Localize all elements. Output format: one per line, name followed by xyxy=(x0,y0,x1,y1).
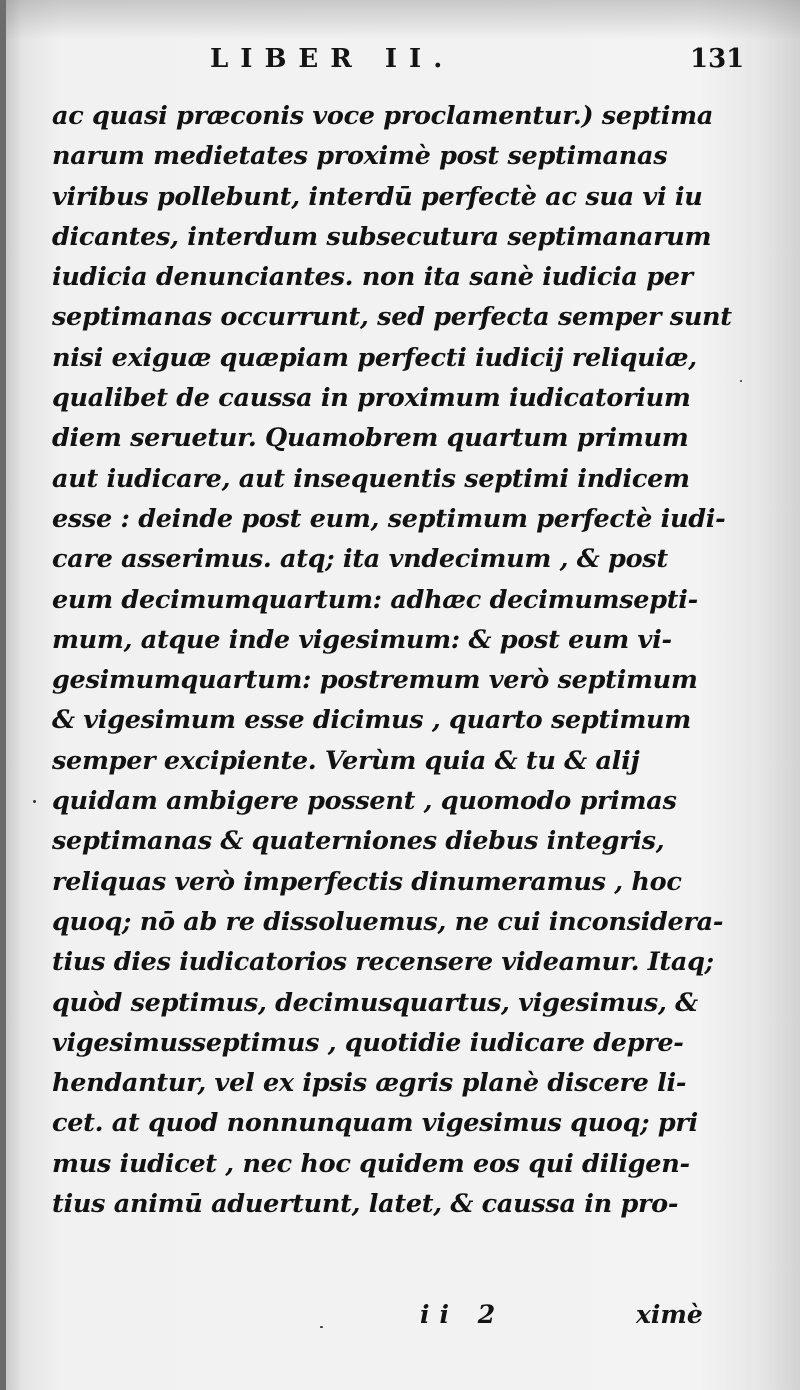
ink-speck xyxy=(320,1326,323,1328)
text-line: qualibet de caussa in proximum iudicatorium xyxy=(52,383,691,414)
text-line: mus iudicet , nec hoc quidem eos qui diligen- xyxy=(52,1148,690,1179)
text-line: septimanas & quaterniones diebus integris, xyxy=(52,826,665,857)
text-line: tius animū aduertunt, latet, & caussa in pro- xyxy=(52,1189,679,1220)
text-line: quoq; nō ab re dissoluemus, ne cui inconsidera- xyxy=(52,906,724,937)
catchword: ximè xyxy=(636,1300,703,1329)
text-line: quidam ambigere possent , quomodo primas xyxy=(52,786,677,817)
text-line: quòd septimus, decimusquartus, vigesimus, & xyxy=(52,987,698,1018)
text-line: narum medietates proximè post septimanas xyxy=(52,141,668,172)
text-line: viribus pollebunt, interdū perfectè ac sua vi iu xyxy=(52,181,703,212)
text-line: reliquas verò imperfectis dinumeramus , hoc xyxy=(52,866,682,897)
text-line: nisi exiguæ quæpiam perfecti iudicij reliquiæ, xyxy=(52,342,697,373)
text-line: eum decimumquartum: adhæc decimumsepti- xyxy=(52,584,698,615)
ink-speck xyxy=(740,380,742,382)
ink-speck xyxy=(33,800,36,803)
text-line: cet. at quod nonnunquam vigesimus quoq; pri xyxy=(52,1108,698,1139)
signature-mark: ii 2 xyxy=(420,1300,506,1329)
top-shadow xyxy=(0,0,800,40)
text-line: iudicia denunciantes. non ita sanè iudicia per xyxy=(52,262,693,293)
page-footer xyxy=(0,1300,800,1340)
text-line: tius dies iudicatorios recensere videamur. Itaq; xyxy=(52,947,714,978)
body-text xyxy=(52,96,742,1224)
text-line: vigesimusseptimus , quotidie iudicare depre- xyxy=(52,1027,684,1058)
text-line: hendantur, vel ex ipsis ægris planè discere li- xyxy=(52,1068,687,1099)
text-line: dicantes, interdum subsecutura septimanarum xyxy=(52,221,712,252)
text-line: ac quasi præconis voce proclamentur.) septima xyxy=(52,101,714,131)
text-line: diem seruetur. Quamobrem quartum primum xyxy=(52,423,689,454)
text-line: aut iudicare, aut insequentis septimi indicem xyxy=(52,463,690,494)
page-number: 131 xyxy=(690,44,745,74)
page-header xyxy=(0,44,800,84)
text-line: care asserimus. atq; ita vndecimum , & post xyxy=(52,544,668,575)
text-line: septimanas occurrunt, sed perfecta semper sunt xyxy=(52,302,732,333)
running-head: LIBER II. xyxy=(210,44,455,74)
text-line: gesimumquartum: postremum verò septimum xyxy=(52,665,698,696)
page-edge-shadow xyxy=(0,0,6,1390)
text-line: esse : deinde post eum, septimum perfectè iudi- xyxy=(52,503,726,534)
text-line: & vigesimum esse dicimus , quarto septimum xyxy=(52,705,691,736)
text-line: mum, atque inde vigesimum: & post eum vi- xyxy=(52,624,672,655)
text-line: semper excipiente. Verùm quia & tu & alij xyxy=(52,745,640,776)
